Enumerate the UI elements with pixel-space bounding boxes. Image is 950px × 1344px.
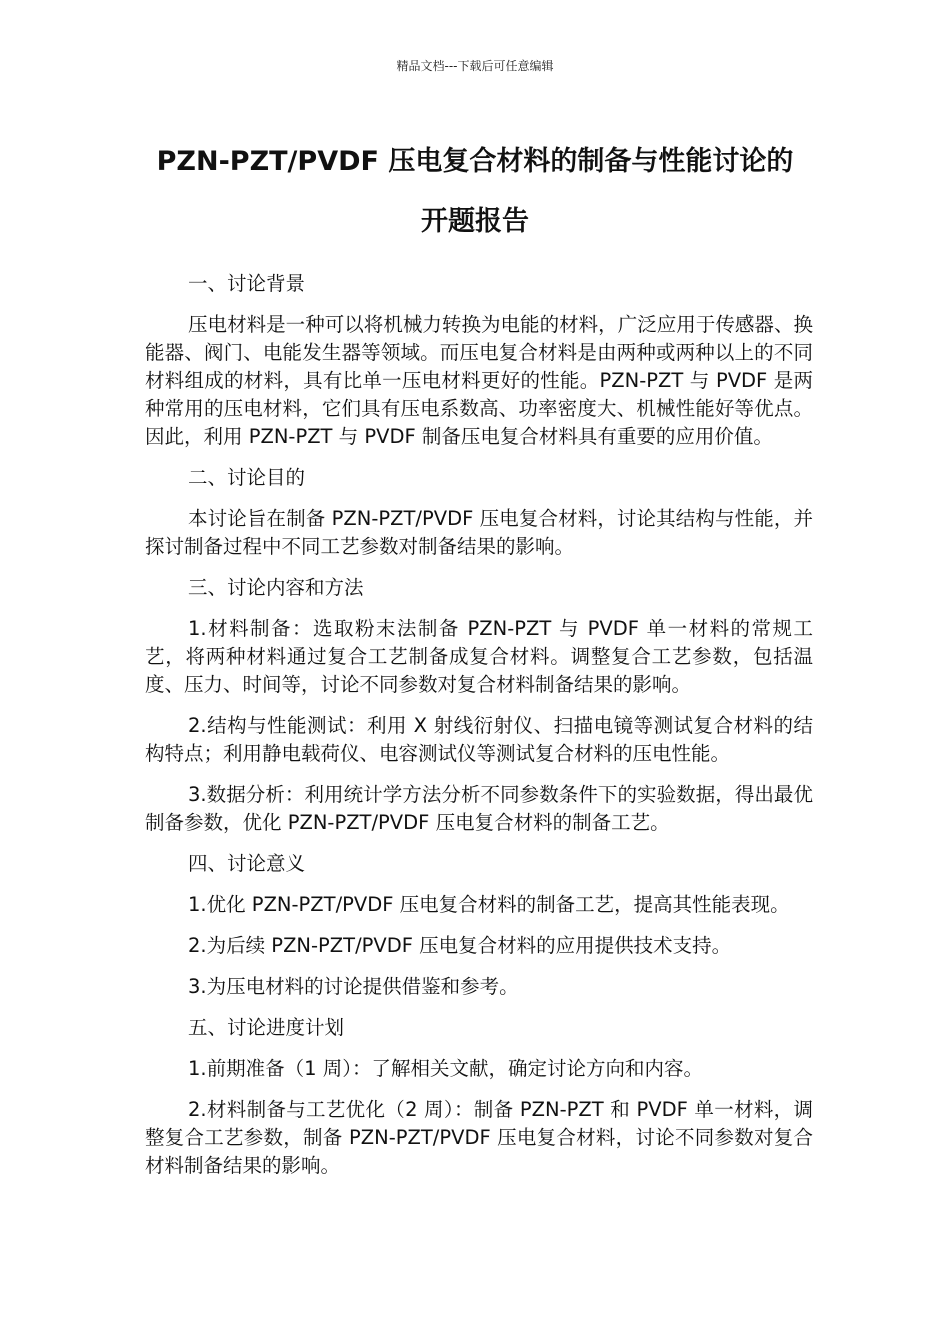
- paragraph-purpose: 本讨论旨在制备 PZN-PZT/PVDF 压电复合材料，讨论其结构与性能，并探讨制备过程中不同工艺参数对制备结果的影响。: [145, 507, 813, 558]
- paragraph-schedule-1: 1.前期准备（1 周）：了解相关文献，确定讨论方向和内容。: [188, 1057, 703, 1080]
- document-title: [100, 132, 850, 252]
- page-header-watermark: 精品文档---下载后可任意编辑: [396, 59, 554, 73]
- section-heading-purpose: 二、讨论目的: [188, 466, 306, 489]
- title-line-2: 开题报告: [421, 206, 529, 237]
- paragraph-significance-3: 3.为压电材料的讨论提供借鉴和参考。: [188, 975, 519, 998]
- section-heading-methods: 三、讨论内容和方法: [188, 576, 364, 599]
- paragraph-significance-2: 2.为后续 PZN-PZT/PVDF 压电复合材料的应用提供技术支持。: [188, 934, 732, 957]
- paragraph-background: 压电材料是一种可以将机械力转换为电能的材料，广泛应用于传感器、换能器、阀门、电能发生器等领域。而压电复合材料是由两种或两种以上的不同材料组成的材料，具有比单一压电材料更好的性能。PZN-PZT 与 PVDF 是两种常用的压电材料，它们具有压电系数高、功率密度大、机械性能好等优点。因此，利用 PZN-PZT 与 PVDF 制备压电复合材料具有重要的应用价值。: [145, 313, 813, 448]
- paragraph-methods-3: 3.数据分析：利用统计学方法分析不同参数条件下的实验数据，得出最优制备参数，优化 PZN-PZT/PVDF 压电复合材料的制备工艺。: [145, 783, 813, 834]
- title-line-1: PZN-PZT/PVDF 压电复合材料的制备与性能讨论的: [156, 146, 794, 177]
- section-heading-schedule: 五、讨论进度计划: [188, 1016, 345, 1039]
- section-heading-significance: 四、讨论意义: [188, 852, 306, 875]
- document-body: [145, 270, 813, 1193]
- paragraph-schedule-2: 2.材料制备与工艺优化（2 周）：制备 PZN-PZT 和 PVDF 单一材料，调整复合工艺参数，制备 PZN-PZT/PVDF 压电复合材料，讨论不同参数对复合材料制备结果的影响。: [145, 1098, 813, 1177]
- paragraph-methods-2: 2.结构与性能测试：利用 X 射线衍射仪、扫描电镜等测试复合材料的结构特点；利用静电载荷仪、电容测试仪等测试复合材料的压电性能。: [145, 714, 813, 765]
- section-heading-background: 一、讨论背景: [188, 272, 306, 295]
- paragraph-methods-1: 1.材料制备：选取粉末法制备 PZN-PZT 与 PVDF 单一材料的常规工艺，将两种材料通过复合工艺制备成复合材料。调整复合工艺参数，包括温度、压力、时间等，讨论不同参数对复合材料制备结果的影响。: [145, 617, 813, 696]
- paragraph-significance-1: 1.优化 PZN-PZT/PVDF 压电复合材料的制备工艺，提高其性能表现。: [188, 893, 790, 916]
